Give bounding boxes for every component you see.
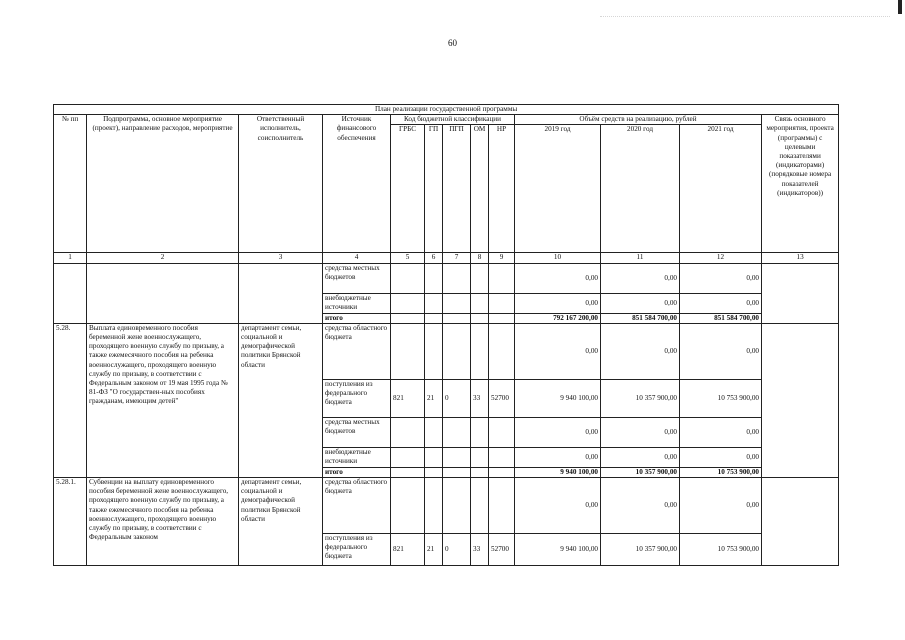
cell-2019: 0,00 [515,323,601,379]
col-number: 11 [601,253,680,263]
cell-om [471,313,489,323]
cell-gp [425,313,443,323]
header-om: ОМ [471,125,489,253]
cell-2020: 0,00 [601,293,680,313]
cell-2019: 0,00 [515,293,601,313]
cell-np [489,293,515,313]
cell-2021: 0,00 [680,447,762,467]
col-number: 7 [443,253,471,263]
col-number: 9 [489,253,515,263]
cell-2020: 10 357 900,00 [601,379,680,417]
table-title: План реализации государственной программы [54,105,839,115]
header-num: № пп [54,115,87,253]
plan-table [53,104,839,566]
page-number: 60 [448,38,457,48]
col-number: 12 [680,253,762,263]
header-source: Источник финансового обеспечения [323,115,391,253]
cell-2021: 0,00 [680,293,762,313]
cell-num [54,263,87,323]
cell-link [762,478,839,566]
col-number: 13 [762,253,839,263]
column-number-row [54,253,839,263]
cell-source: итого [323,467,391,477]
header-grbs: ГРБС [391,125,425,253]
cell-2020: 0,00 [601,263,680,293]
cell-2019: 0,00 [515,478,601,534]
cell-np [489,447,515,467]
cell-gp: 21 [425,534,443,566]
scan-edge-mark [898,0,902,14]
header-pgp: ПГП [443,125,471,253]
cell-np: 52700 [489,379,515,417]
cell-gp [425,467,443,477]
cell-grbs [391,417,425,447]
cell-2020: 0,00 [601,417,680,447]
cell-pgp [443,263,471,293]
header-2020: 2020 год [601,125,680,253]
cell-grbs [391,313,425,323]
col-number: 1 [54,253,87,263]
header-link: Связь основного мероприятия, проекта (программы) с целевыми показателями (индикаторами) (порядковые номера показателей (индикаторов)) [762,115,839,253]
item-responsible: департамент семьи, социальной и демографической политики Брянской области [239,478,323,566]
cell-link [762,323,839,477]
cell-om [471,323,489,379]
cell-2021: 851 584 700,00 [680,313,762,323]
header-responsible: Ответственный исполнитель, соисполнитель [239,115,323,253]
cell-2020: 851 584 700,00 [601,313,680,323]
cell-grbs [391,478,425,534]
cell-2020: 0,00 [601,478,680,534]
cell-2020: 10 357 900,00 [601,467,680,477]
cell-pgp [443,478,471,534]
col-number: 10 [515,253,601,263]
cell-description [87,263,239,323]
header-2021: 2021 год [680,125,762,253]
cell-link [762,263,839,323]
cell-2019: 9 940 100,00 [515,379,601,417]
cell-om [471,417,489,447]
cell-source: внебюджетные источники [323,293,391,313]
cell-grbs: 821 [391,534,425,566]
header-2019: 2019 год [515,125,601,253]
cell-np [489,313,515,323]
col-number: 5 [391,253,425,263]
cell-2021: 0,00 [680,263,762,293]
cell-gp [425,263,443,293]
cell-grbs [391,323,425,379]
cell-2020: 0,00 [601,323,680,379]
header-np: НР [489,125,515,253]
cell-pgp [443,417,471,447]
cell-np [489,467,515,477]
cell-grbs: 821 [391,379,425,417]
cell-pgp: 0 [443,534,471,566]
item-description: Выплата единовременного пособия беременной жене военнослужащего, проходящего военную службу по призыву, а также ежемесячного пособия на ребенка военнослужащего, проходящего военную службу по призыву, в соответствии с Федеральным законом от 19 мая 1995 года № 81-ФЗ "О государствен-ных пособиях гражданам, имеющим детей" [87,323,239,477]
cell-om [471,447,489,467]
cell-pgp [443,323,471,379]
col-number: 4 [323,253,391,263]
cell-pgp [443,467,471,477]
item-number: 5.28. [54,323,87,477]
cell-2020: 0,00 [601,447,680,467]
cell-source: средства областного бюджета [323,478,391,534]
cell-om [471,293,489,313]
cell-grbs [391,447,425,467]
cell-2021: 0,00 [680,478,762,534]
cell-np [489,323,515,379]
cell-source: поступления из федерального бюджета [323,534,391,566]
table-row [54,323,839,379]
cell-2020: 10 357 900,00 [601,534,680,566]
cell-om [471,467,489,477]
cell-gp [425,323,443,379]
cell-grbs [391,293,425,313]
col-number: 3 [239,253,323,263]
cell-gp [425,447,443,467]
cell-2021: 10 753 900,00 [680,467,762,477]
item-number: 5.28.1. [54,478,87,566]
cell-source: итого [323,313,391,323]
cell-gp [425,293,443,313]
cell-2021: 10 753 900,00 [680,379,762,417]
cell-2019: 0,00 [515,263,601,293]
cell-om [471,263,489,293]
cell-2019: 0,00 [515,447,601,467]
table-row [54,263,839,293]
cell-pgp: 0 [443,379,471,417]
cell-2021: 0,00 [680,323,762,379]
cell-np: 52700 [489,534,515,566]
cell-om: 33 [471,379,489,417]
col-number: 2 [87,253,239,263]
cell-2019: 0,00 [515,417,601,447]
scan-artifact [600,16,890,19]
cell-om: 33 [471,534,489,566]
cell-source: поступления из федерального бюджета [323,379,391,417]
cell-source: средства местных бюджетов [323,263,391,293]
item-description: Субвенции на выплату единовременного пособия беременной жене военнослужащего, проходящего военную службу по призыву, а также ежемесячного пособия на ребенка военнослужащего, проходящего военную службу по призыву, в соответствии с Федеральным законом [87,478,239,566]
cell-2021: 10 753 900,00 [680,534,762,566]
cell-source: внебюджетные источники [323,447,391,467]
cell-2019: 9 940 100,00 [515,534,601,566]
cell-2021: 0,00 [680,417,762,447]
cell-2019: 9 940 100,00 [515,467,601,477]
cell-np [489,478,515,534]
item-responsible: департамент семьи, социальной и демографической политики Брянской области [239,323,323,477]
cell-grbs [391,467,425,477]
col-number: 8 [471,253,489,263]
cell-om [471,478,489,534]
cell-np [489,417,515,447]
table-row [54,478,839,534]
cell-gp: 21 [425,379,443,417]
cell-pgp [443,313,471,323]
cell-np [489,263,515,293]
cell-source: средства областного бюджета [323,323,391,379]
header-program: Подпрограмма, основное мероприятие (проект), направление расходов, мероприятие [87,115,239,253]
cell-gp [425,417,443,447]
cell-pgp [443,447,471,467]
header-budget-code: Код бюджетной классификации [391,115,515,125]
col-number: 6 [425,253,443,263]
cell-pgp [443,293,471,313]
cell-grbs [391,263,425,293]
cell-gp [425,478,443,534]
header-volume: Объём средств на реализацию, рублей [515,115,762,125]
cell-source: средства местных бюджетов [323,417,391,447]
cell-2019: 792 167 200,00 [515,313,601,323]
cell-responsible [239,263,323,323]
header-gp: ГП [425,125,443,253]
